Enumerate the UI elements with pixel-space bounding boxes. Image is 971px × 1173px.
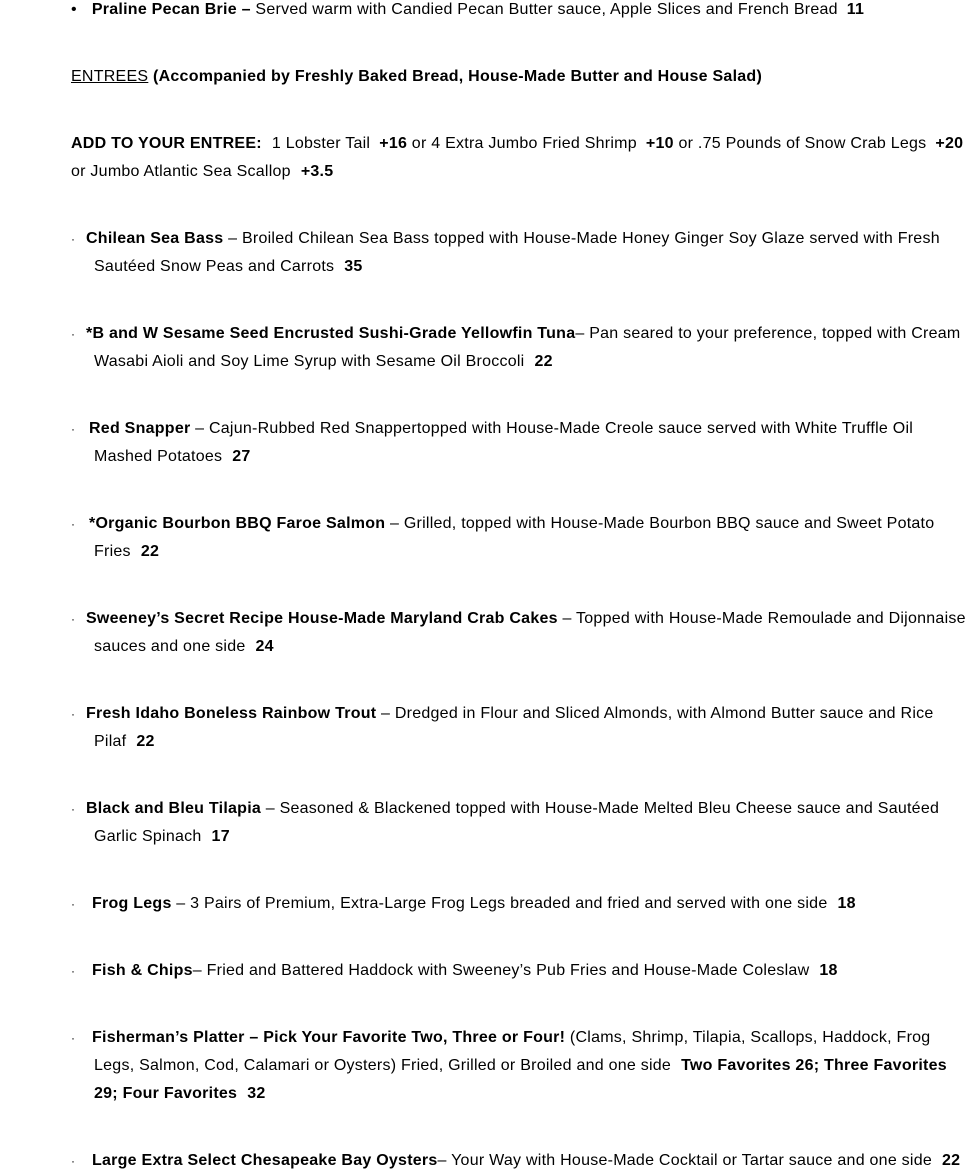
menu-item-crab-cakes-cont: [94, 637, 274, 657]
menu-item-rainbow-trout: [86, 704, 934, 724]
item-name: Fisherman’s Platter – Pick Your Favorite Two, Three or Four!: [92, 1029, 566, 1046]
menu-item-red-snapper: [89, 419, 913, 439]
bullet: ·: [71, 897, 76, 911]
menu-item-bleu-tilapia: [86, 799, 939, 819]
bullet: ·: [71, 802, 76, 816]
item-name: Praline Pecan Brie –: [91, 1, 251, 18]
item-description: – Your Way with House-Made Cocktail or Tartar sauce and one side: [437, 1152, 933, 1169]
item-price: 27: [232, 448, 251, 465]
item-description: Served warm with Candied Pecan Butter sauce, Apple Slices and French Bread: [250, 1, 838, 18]
menu-item-fishermans-platter: [92, 1028, 930, 1048]
bullet: ·: [71, 1031, 76, 1045]
add-on-line-2: [71, 162, 333, 182]
bullet: ·: [71, 707, 76, 721]
item-price: 24: [255, 638, 274, 655]
add-on-shrimp-price: +10: [645, 135, 674, 152]
item-price: 22: [942, 1152, 961, 1169]
item-description: Legs, Salmon, Cod, Calamari or Oysters) Fried, Grilled or Broiled and one side: [94, 1057, 672, 1074]
item-price: 22: [534, 353, 553, 370]
section-title: ENTREES: [71, 68, 149, 85]
menu-item-faroe-salmon: [89, 514, 934, 534]
item-name: Red Snapper: [89, 420, 191, 437]
menu-item-crab-cakes: [86, 609, 966, 629]
add-on-shrimp: or 4 Extra Jumbo Fried Shrimp: [407, 135, 637, 152]
item-description: – Dredged in Flour and Sliced Almonds, with Almond Butter sauce and Rice: [376, 705, 934, 722]
menu-item-chesapeake-oysters: [92, 1151, 960, 1171]
bullet: •: [71, 1, 77, 18]
item-description: Wasabi Aioli and Soy Lime Syrup with Sesame Oil Broccoli: [94, 353, 525, 370]
bullet: ·: [71, 612, 76, 626]
add-on-line-1: [71, 134, 963, 154]
menu-item-frog-legs: [92, 894, 856, 914]
item-name: Sweeney’s Secret Recipe House-Made Maryland Crab Cakes: [86, 610, 558, 627]
section-subtitle: (Accompanied by Freshly Baked Bread, House-Made Butter and House Salad): [148, 68, 763, 85]
add-on-lobster-price: +16: [379, 135, 408, 152]
item-price-options: 29; Four Favorites: [94, 1085, 238, 1102]
item-description: Pilaf: [94, 733, 127, 750]
item-description: – Fried and Battered Haddock with Sweeney’s Pub Fries and House-Made Coleslaw: [192, 962, 810, 979]
add-on-scallop: or Jumbo Atlantic Sea Scallop: [71, 163, 291, 180]
add-on-scallop-price: +3.5: [300, 163, 334, 180]
item-description: – Topped with House-Made Remoulade and Dijonnaise: [557, 610, 966, 627]
menu-item-praline-pecan-brie: [71, 0, 864, 20]
menu-item-chilean-sea-bass: [86, 229, 940, 249]
item-price: 32: [247, 1085, 266, 1102]
item-name: Chilean Sea Bass: [86, 230, 224, 247]
item-price: 18: [837, 895, 856, 912]
menu-item-faroe-salmon-cont: [94, 542, 159, 562]
item-price: 22: [140, 543, 160, 560]
item-description: – Cajun-Rubbed Red Snappertopped with House-Made Creole sauce served with White Truffle Oil: [190, 420, 914, 437]
item-description: Fries: [94, 543, 131, 560]
item-description: sauces and one side: [94, 638, 246, 655]
bullet: ·: [71, 232, 76, 246]
item-name: Large Extra Select Chesapeake Bay Oysters: [92, 1152, 438, 1169]
item-description: – Seasoned & Blackened topped with House-Made Melted Bleu Cheese sauce and Sautéed: [261, 800, 940, 817]
bullet: ·: [71, 964, 76, 978]
menu-item-rainbow-trout-cont: [94, 732, 155, 752]
item-description: – Broiled Chilean Sea Bass topped with House-Made Honey Ginger Soy Glaze served with Fresh: [223, 230, 940, 247]
item-description: – Grilled, topped with House-Made Bourbon BBQ sauce and Sweet Potato: [385, 515, 935, 532]
item-name: Frog Legs: [92, 895, 172, 912]
item-description: Garlic Spinach: [94, 828, 202, 845]
item-price: 11: [846, 1, 865, 18]
menu-item-red-snapper-cont: [94, 447, 251, 467]
menu-item-fish-and-chips: [92, 961, 838, 981]
item-description: (Clams, Shrimp, Tilapia, Scallops, Haddock, Frog: [565, 1029, 931, 1046]
menu-item-fishermans-platter-cont: [94, 1056, 947, 1076]
item-name: *B and W Sesame Seed Encrusted Sushi-Grade Yellowfin Tuna: [86, 325, 576, 342]
item-name: *Organic Bourbon BBQ Faroe Salmon: [89, 515, 386, 532]
item-name: Fish & Chips: [92, 962, 193, 979]
add-on-crab: or .75 Pounds of Snow Crab Legs: [673, 135, 927, 152]
section-header-entrees: [71, 67, 762, 87]
item-price: 17: [211, 828, 230, 845]
bullet: ·: [71, 517, 76, 531]
bullet: ·: [71, 422, 76, 436]
item-price-options: Two Favorites 26; Three Favorites: [681, 1057, 947, 1074]
add-on-lobster: 1 Lobster Tail: [271, 135, 371, 152]
item-name: Black and Bleu Tilapia: [86, 800, 262, 817]
menu-item-fishermans-platter-cont2: [94, 1084, 266, 1104]
menu-item-chilean-sea-bass-cont: [94, 257, 363, 277]
bullet: ·: [71, 327, 76, 341]
item-price: 18: [819, 962, 838, 979]
item-name: Fresh Idaho Boneless Rainbow Trout: [86, 705, 377, 722]
add-on-crab-price: +20: [935, 135, 964, 152]
item-description: Mashed Potatoes: [94, 448, 223, 465]
item-description: Sautéed Snow Peas and Carrots: [94, 258, 335, 275]
item-description: – Pan seared to your preference, topped with Cream: [575, 325, 961, 342]
menu-item-bleu-tilapia-cont: [94, 827, 230, 847]
bullet: ·: [71, 1154, 76, 1168]
item-price: 22: [136, 733, 155, 750]
item-price: 35: [344, 258, 363, 275]
menu-item-yellowfin-tuna-cont: [94, 352, 553, 372]
add-on-label: ADD TO YOUR ENTREE:: [71, 135, 262, 152]
menu-item-yellowfin-tuna: [86, 324, 961, 344]
item-description: – 3 Pairs of Premium, Extra-Large Frog Legs breaded and fried and served with one side: [171, 895, 828, 912]
